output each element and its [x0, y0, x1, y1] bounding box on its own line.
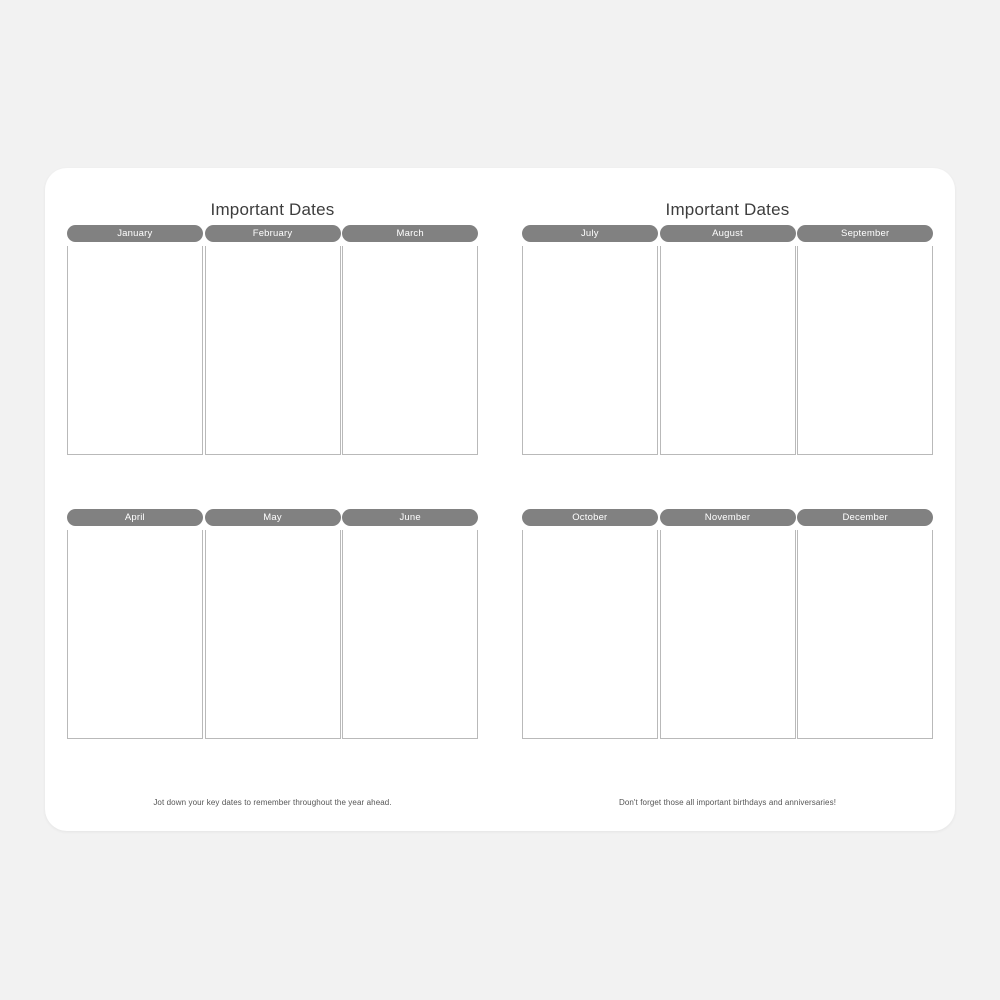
- month-row-second-quarter: [66, 509, 479, 739]
- month-column-august: [659, 225, 797, 455]
- month-label-march: March: [342, 225, 478, 242]
- month-notes-february[interactable]: [205, 246, 341, 455]
- month-column-november: [659, 509, 797, 739]
- month-row-first-quarter: [66, 225, 479, 455]
- month-label-october: October: [522, 509, 658, 526]
- planner-page-right: [500, 168, 955, 831]
- planner-sheet: [45, 168, 955, 831]
- month-notes-june[interactable]: [342, 530, 478, 739]
- month-column-june: [341, 509, 479, 739]
- month-notes-may[interactable]: [205, 530, 341, 739]
- month-label-may: May: [205, 509, 341, 526]
- month-notes-july[interactable]: [522, 246, 658, 455]
- month-notes-january[interactable]: [67, 246, 203, 455]
- month-label-november: November: [660, 509, 796, 526]
- month-column-may: [204, 509, 342, 739]
- month-label-february: February: [205, 225, 341, 242]
- month-notes-december[interactable]: [797, 530, 933, 739]
- month-column-december: [796, 509, 934, 739]
- month-notes-august[interactable]: [660, 246, 796, 455]
- month-notes-april[interactable]: [67, 530, 203, 739]
- month-notes-september[interactable]: [797, 246, 933, 455]
- month-notes-october[interactable]: [522, 530, 658, 739]
- month-column-march: [341, 225, 479, 455]
- month-column-july: [521, 225, 659, 455]
- month-notes-november[interactable]: [660, 530, 796, 739]
- month-label-july: July: [522, 225, 658, 242]
- month-column-february: [204, 225, 342, 455]
- month-label-january: January: [67, 225, 203, 242]
- month-column-january: [66, 225, 204, 455]
- page-footer-note: Jot down your key dates to remember throughout the year ahead.: [153, 798, 392, 807]
- month-label-august: August: [660, 225, 796, 242]
- page-footer-note: Don't forget those all important birthdays and anniversaries!: [618, 798, 837, 807]
- month-label-june: June: [342, 509, 478, 526]
- month-notes-march[interactable]: [342, 246, 478, 455]
- page-title: Important Dates: [665, 200, 790, 219]
- page-title: Important Dates: [210, 200, 335, 219]
- month-column-october: [521, 509, 659, 739]
- month-row-fourth-quarter: [521, 509, 934, 739]
- month-column-april: [66, 509, 204, 739]
- month-row-third-quarter: [521, 225, 934, 455]
- month-label-december: December: [797, 509, 933, 526]
- month-label-september: September: [797, 225, 933, 242]
- month-label-april: April: [67, 509, 203, 526]
- planner-page-left: [45, 168, 500, 831]
- month-column-september: [796, 225, 934, 455]
